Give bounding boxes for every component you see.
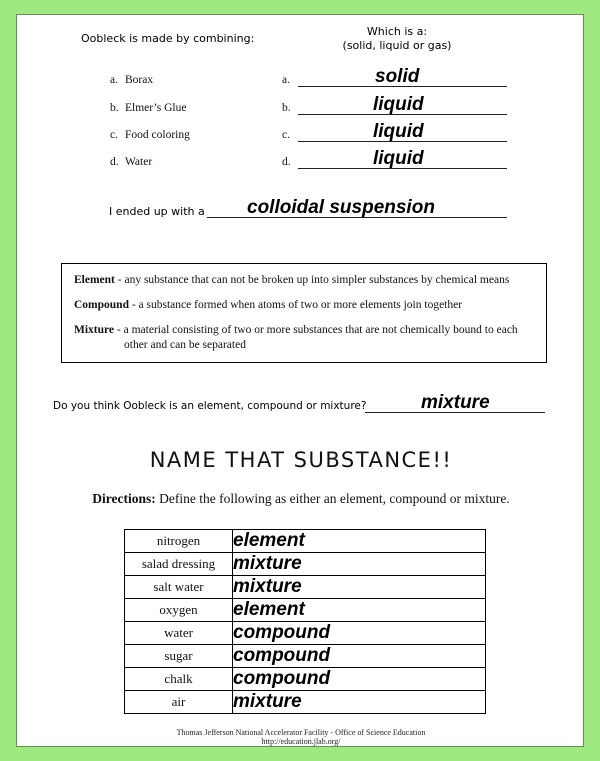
directions xyxy=(17,491,585,507)
answer-letter: c. xyxy=(282,129,290,141)
table-row xyxy=(125,668,486,691)
compound-text: - a substance formed when atoms of two or more elements join together xyxy=(128,299,463,311)
substance-answer: compound xyxy=(233,645,486,668)
substance-name: air xyxy=(125,691,233,714)
ingredient-name: Borax xyxy=(125,74,154,86)
element-term: Element xyxy=(74,274,115,286)
substance-answer: compound xyxy=(233,668,486,691)
ingredient-letter: c. xyxy=(110,129,118,141)
substance-answer: mixture xyxy=(233,553,486,576)
ended-up-answer: colloidal suspension xyxy=(247,197,435,218)
ingredient-letter: d. xyxy=(110,156,119,168)
element-definition xyxy=(74,273,544,288)
element-text: - any substance that can not be broken up into simpler substances by chemical means xyxy=(114,274,510,286)
table-row xyxy=(125,576,486,599)
substance-answer: element xyxy=(233,599,486,622)
substance-name: salt water xyxy=(125,576,233,599)
state-answer: liquid xyxy=(373,148,424,169)
directions-label: Directions: xyxy=(92,491,156,506)
oobleck-question: Do you think Oobleck is an element, compound or mixture? xyxy=(53,400,367,412)
substance-answer: element xyxy=(233,530,486,553)
table-row xyxy=(125,553,486,576)
substance-name: nitrogen xyxy=(125,530,233,553)
mixture-definition xyxy=(74,323,544,338)
table-row xyxy=(125,622,486,645)
made-by-label: Oobleck is made by combining: xyxy=(81,32,255,45)
ingredient-letter: b. xyxy=(110,102,119,114)
footer-url[interactable]: http://education.jlab.org/ xyxy=(261,737,341,746)
which-is-a-label: Which is a: xyxy=(366,25,428,38)
compound-term: Compound xyxy=(74,299,129,311)
ingredient-name: Elmer’s Glue xyxy=(125,102,187,114)
answer-letter: b. xyxy=(282,102,291,114)
states-label: (solid, liquid or gas) xyxy=(342,39,452,52)
substance-answer: mixture xyxy=(233,691,486,714)
ingredient-letter: a. xyxy=(110,74,118,86)
substance-name: water xyxy=(125,622,233,645)
directions-text: Define the following as either an element, compound or mixture. xyxy=(159,491,510,506)
mixture-term: Mixture xyxy=(74,324,115,336)
substance-table xyxy=(124,529,486,714)
compound-definition xyxy=(74,298,544,313)
state-answer: liquid xyxy=(373,121,424,142)
answer-letter: a. xyxy=(282,74,290,86)
answer-letter: d. xyxy=(282,156,291,168)
substance-name: sugar xyxy=(125,645,233,668)
table-row xyxy=(125,599,486,622)
ended-up-label: I ended up with a xyxy=(109,205,205,218)
mixture-definition-cont: other and can be separated xyxy=(124,339,246,351)
substance-answer: compound xyxy=(233,622,486,645)
substance-name: oxygen xyxy=(125,599,233,622)
worksheet-page xyxy=(16,14,584,747)
ingredient-name: Food coloring xyxy=(125,129,190,141)
state-answer: liquid xyxy=(373,94,424,115)
page-heading: NAME THAT SUBSTANCE!! xyxy=(149,448,453,472)
table-row xyxy=(125,691,486,714)
state-answer: solid xyxy=(375,66,420,87)
substance-name: chalk xyxy=(125,668,233,691)
ingredient-name: Water xyxy=(125,156,153,168)
question-answer: mixture xyxy=(421,392,490,413)
table-row xyxy=(125,645,486,668)
definitions-box xyxy=(61,263,547,363)
substance-answer: mixture xyxy=(233,576,486,599)
substance-name: salad dressing xyxy=(125,553,233,576)
mixture-text: - a material consisting of two or more substances that are not chemically bound to each xyxy=(114,324,518,336)
table-row xyxy=(125,530,486,553)
footer-credit: Thomas Jefferson National Accelerator Facility - Office of Science Education xyxy=(176,728,426,737)
